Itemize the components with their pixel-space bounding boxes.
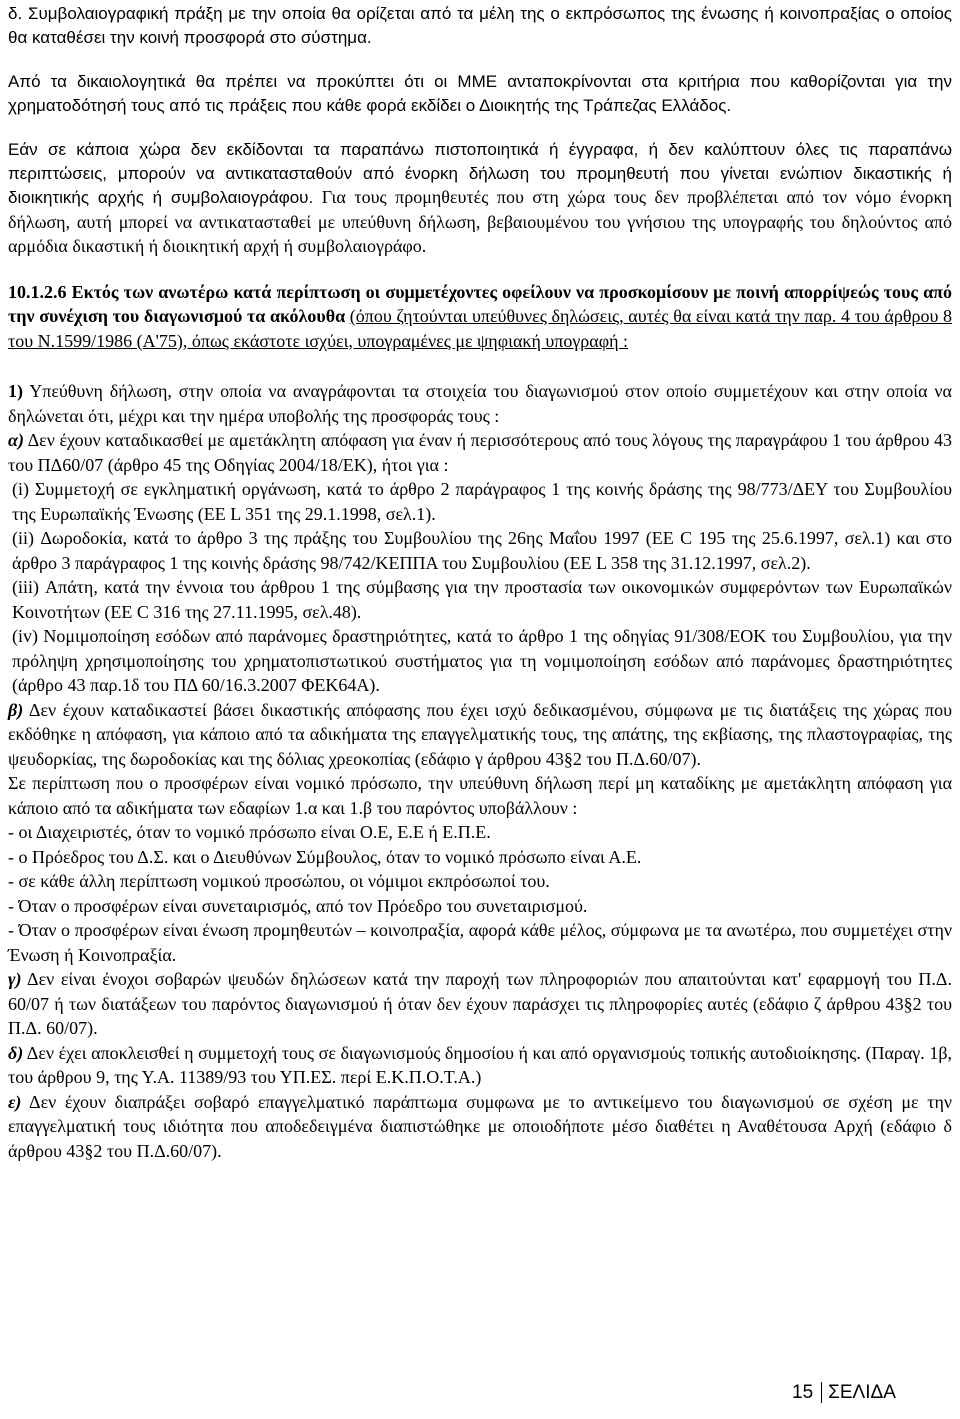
item-1-g-text: Δεν είναι ένοχοι σοβαρών ψευδών δηλώσεων κατά την παροχή των πληροφοριών που απαιτούνται κατ' εφαρμογή του Π.Δ. 60/07 ή των διατάξεων του παρόντος διαγωνισμού ή όταν δεν έχουν παράσχει τις πληροφορίες αυτές (εδάφιο ζ άρθρου 43§2 του Π.Δ. 60/07).	[8, 969, 952, 1038]
dash-item-cooperative: - Όταν ο προσφέρων είναι συνεταιρισμός, από τον Πρόεδρο του συνεταιρισμού.	[8, 895, 588, 916]
item-1-a-text: Δεν έχουν καταδικασθεί με αμετάκλητη απόφαση για έναν ή περισσότερους από τους λόγους της παραγράφου 1 του άρθρου 43 του ΠΔ60/07 (άρθρο 45 της Οδηγίας 2004/18/ΕΚ), ήτοι για :	[8, 430, 952, 475]
sme-criteria-text: Από τα δικαιολογητικά θα πρέπει να προκύπτει ότι οι ΜΜΕ ανταποκρίνονται στα κριτήρια που καθορίζονται για την χρηματοδότησή τους από τις πράξεις που κάθε φορά εκδίδει ο Διοικητής της Τράπεζας Ελλάδος.	[8, 72, 952, 115]
page-footer	[792, 1382, 896, 1404]
item-1-intro	[8, 379, 952, 428]
item-1-e-text: Δεν έχουν διαπράξει σοβαρό επαγγελματικό παράπτωμα συμφωνα με το αντικείμενο του διαγωνισμού σε σχέση με την επαγγελματική τους ιδιότητα που αποδεδειγμένα διαπιστώθηκε με οποιοδήποτε μέσο διαθέτει η Αναθέτουσα Αρχή (εδάφιο δ άρθρου 43§2 του Π.Δ.60/07).	[8, 1091, 952, 1161]
sub-item-iii: (iii) Απάτη, κατά την έννοια του άρθρου 1 της σύμβασης για την προστασία των οικονομικών συμφερόντων των Ευρωπαϊκών Κοινοτήτων (ΕΕ C 316 της 27.11.1995, σελ.48).	[12, 577, 952, 622]
dash-item-board: - ο Πρόεδρος του Δ.Σ. και ο Διευθύνων Σύμβουλος, όταν το νομικό πρόσωπο είναι Α.Ε.	[8, 846, 642, 867]
item-1-a-label: α)	[8, 430, 24, 450]
sworn-declaration-text-continued: Για τους προμηθευτές που στη χώρα τους δεν προβλέπεται από τον νόμο ένορκη δήλωση, αυτή μπορεί να αντικατασταθεί με υπεύθυνη δήλωση, βεβαιουμένου του γνήσιου της υπογραφής του δηλούντος από αρμόδια δικαστική ή διοικητική αρχή ή συμβολαιογράφο.	[8, 187, 952, 256]
item-1-number: 1)	[8, 381, 23, 401]
item-1-b-label: β)	[8, 699, 24, 720]
item-1-g-label: γ)	[8, 969, 22, 989]
item-1-d-text: Δεν έχει αποκλεισθεί η συμμετοχή τους σε διαγωνισμούς δημοσίου ή και από οργανισμούς τοπικής αυτοδιοίκησης. (Παραγ. 1β, του άρθρου 9, της Υ.Α. 11389/93 του ΥΠ.ΕΣ. περί Ε.Κ.Π.Ο.Τ.Α.)	[8, 1042, 952, 1087]
legal-person-intro: Σε περίπτωση που ο προσφέρων είναι νομικό πρόσωπο, την υπεύθυνη δήλωση περί μη καταδίκης με αμετάκλητη απόφαση για κάποιο από τα αδικήματα των εδαφίων 1.α και 1.β του παρόντος υποβάλλουν :	[8, 773, 952, 818]
section-heading-underlined: (όπου ζητούνται υπεύθυνες δηλώσεις, αυτές θα είναι κατά την παρ. 4 του άρθρου 8 του Ν.1599/1986 (Α'75), όπως εκάστοτε ισχύει, υπογραμένες με ψηφιακή υπογραφή :	[8, 306, 952, 351]
sub-item-ii: (ii) Δωροδοκία, κατά το άρθρο 3 της πράξης του Συμβουλίου της 26ης Μαΐου 1997 (ΕΕ C 195 της 25.6.1997, σελ.1) και στο άρθρο 3 παράγραφος 1 της κοινής δράσης 98/742/ΚΕΠΠΑ του Συμβουλίου (ΕΕ L 358 της 31.12.1997, σελ.2).	[12, 528, 952, 573]
paragraph-sme-criteria	[8, 70, 952, 117]
item-1-text: Υπεύθυνη δήλωση, στην οποία να αναγράφονται τα στοιχεία του διαγωνισμού στον οποίο συμμετέχουν και στην οποία να δηλώνεται ότι, μέχρι και την ημέρα υποβολής της προσφοράς τους :	[8, 381, 952, 426]
item-1-d-label: δ)	[8, 1042, 24, 1063]
paragraph-sworn-declaration	[8, 138, 952, 259]
section-heading-bold: 10.1.2.6 Εκτός των ανωτέρω κατά περίπτωση οι συμμετέχοντες οφείλουν να προσκομίσουν με ποινή απορρίψεώς τους από την συνέχιση του διαγωνισμού τα ακόλουθα	[8, 281, 952, 326]
page-label: ΣΕΛΙΔΑ	[821, 1382, 896, 1403]
item-1-e-label: ε)	[8, 1091, 22, 1112]
section-heading-10-1-2-6	[8, 280, 952, 354]
item-1-e	[8, 1090, 952, 1164]
item-1-g	[8, 967, 952, 1041]
item-1-d	[8, 1041, 952, 1090]
item-1-b-text: Δεν έχουν καταδικαστεί βάσει δικαστικής απόφασης που έχει ισχύ δεδικασμένου, σύμφωνα με τις διατάξεις της χώρας που εκδόθηκε η απόφαση, για κάποιο από τα αδικήματα της επαγγελματικής τους, της απάτης, της εκβίασης, της πλαστογραφίας, της ψευδορκίας, της δωροδοκίας και της δόλιας χρεοκοπίας (εδάφιο γ άρθρου 43§2 του Π.Δ.60/07).	[8, 699, 952, 769]
sub-item-i: (i) Συμμετοχή σε εγκληματική οργάνωση, κατά το άρθρο 2 παράγραφος 1 της κοινής δράσης της 98/773/ΔΕΥ του Συμβουλίου της Ευρωπαϊκής Ένωσης (ΕΕ L 351 της 29.1.1998, σελ.1).	[12, 479, 952, 524]
item-1-a	[8, 428, 952, 477]
dash-item-union: - Όταν ο προσφέρων είναι ένωση προμηθευτών – κοινοπραξία, αφορά κάθε μέλος, σύμφωνα με τα ανωτέρω, που συμμετέχει στην Ένωση ή Κοινοπραξία.	[8, 920, 952, 965]
item-1	[8, 379, 952, 1163]
dash-item-managers: - οι Διαχειριστές, όταν το νομικό πρόσωπο είναι Ο.Ε, Ε.Ε ή Ε.Π.Ε.	[8, 822, 491, 842]
page-number: 15	[792, 1382, 814, 1403]
sub-item-iv: (iv) Νομιμοποίηση εσόδων από παράνομες δραστηριότητες, κατά το άρθρο 1 της οδηγίας 91/308/ΕΟΚ του Συμβουλίου, για την πρόληψη χρησιμοποίησης του χρηματοπιστωτικού συστήματος για τη νομιμοποίηση εσόδων από παράνομες δραστηριότητες (άρθρο 43 παρ.1δ του ΠΔ 60/16.3.2007 ΦΕΚ64Α).	[12, 626, 952, 695]
sworn-declaration-text: Εάν σε κάποια χώρα δεν εκδίδονται τα παραπάνω πιστοποιητικά ή έγγραφα, ή δεν καλύπτουν όλες τις παραπάνω περιπτώσεις, μπορούν να αντικατασταθούν από ένορκη δήλωση του προμηθευτή που γίνεται ενώπιον δικαστικής ή διοικητικής αρχής ή συμβολαιογράφου.	[8, 140, 952, 207]
dash-item-other: - σε κάθε άλλη περίπτωση νομικού προσώπου, οι νόμιμοι εκπρόσωποί του.	[8, 871, 550, 891]
notary-act-text: δ. Συμβολαιογραφική πράξη με την οποία θα ορίζεται από τα μέλη της ο εκπρόσωπος της ένωσης ή κοινοπραξίας ο οποίος θα καταθέσει την κοινή προσφορά στο σύστημα.	[8, 4, 952, 47]
item-1-b	[8, 698, 952, 772]
paragraph-notary-act	[8, 2, 952, 49]
